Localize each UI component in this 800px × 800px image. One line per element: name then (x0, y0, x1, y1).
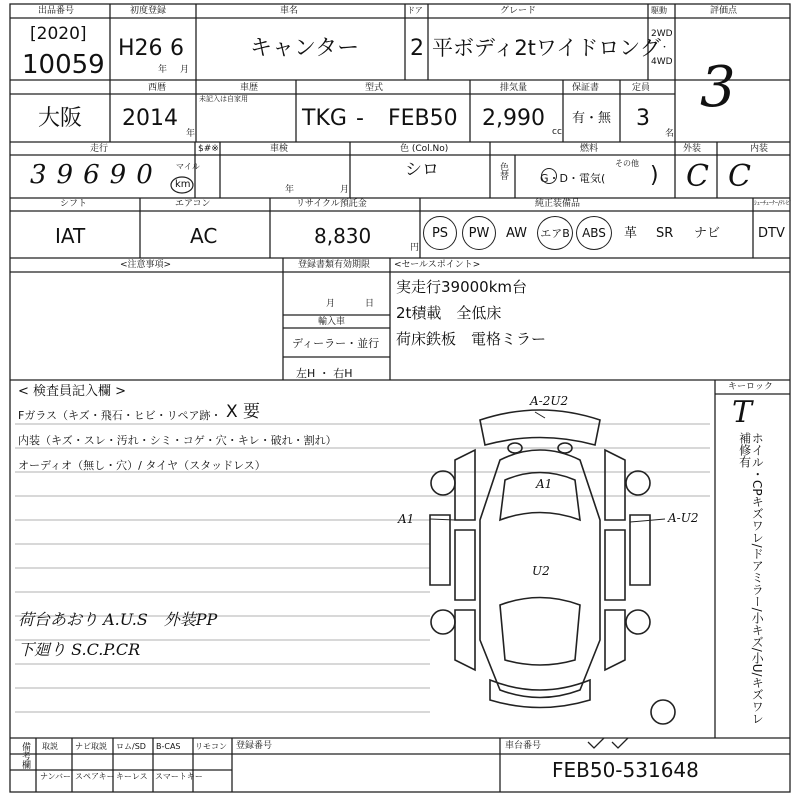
equip-navi: ナビ (694, 226, 721, 241)
mileage-digits (30, 160, 153, 190)
glass-mark: X 要 (226, 402, 261, 422)
lot-no-header: 出品番号 (38, 6, 75, 16)
interior-grade: C (728, 159, 751, 194)
diagram-mark-left: A1 (398, 512, 415, 526)
exterior-header: 外装 (683, 144, 702, 154)
cc-unit: cc (552, 127, 562, 137)
vehicle-diagram (430, 410, 675, 724)
inspector-line-audio: オーディオ（無し・穴）/ タイヤ（スタッドレス） (18, 459, 266, 472)
chassis-no-header: 車台番号 (505, 741, 542, 751)
chassis-no: FEB50-531648 (552, 758, 699, 782)
option-keyless: キーレス (116, 772, 148, 781)
year-header: 西暦 (148, 83, 167, 93)
grade-header: グレード (500, 6, 537, 16)
displacement: 2,990 (482, 106, 545, 131)
equip-dtv: DTV (758, 226, 785, 241)
inspection-year: 年 (285, 185, 295, 195)
mileage-digit: 6 (83, 160, 100, 190)
color-value: シロ (405, 160, 439, 180)
capacity-header: 定員 (632, 83, 651, 93)
remarks-label: 備考欄 (20, 742, 30, 769)
aircon-header: エアコン (175, 199, 211, 209)
handwritten-note-2: 下廻り S.C.P.CR (18, 640, 141, 659)
notes-header: <注意事項> (120, 260, 172, 270)
option-rom-sd: ロム/SD (116, 742, 146, 751)
grade: 平ボディ2tワイドロング (432, 36, 661, 60)
first-reg-month: 6 (170, 36, 184, 61)
drive-4wd: 4WD (651, 57, 673, 67)
shift-header: シフト (60, 199, 88, 209)
option-spare-key: スペアキー (75, 772, 115, 781)
mile-unit: マイル (176, 162, 200, 171)
tuner-header: ｼｭｰﾁｭｰﾅｰ/ﾃﾚﾋﾞ (754, 200, 793, 207)
yen-unit: 円 (410, 243, 420, 253)
km-unit: km (175, 179, 191, 190)
car-name-header: 車名 (280, 6, 299, 16)
handwritten-note-1: 荷台あおり A.U.S 外装PP (18, 610, 218, 629)
equipment-header: 純正装備品 (535, 199, 581, 209)
mileage-digit: 3 (30, 160, 47, 190)
sales-point-3: 荷床鉄板 電格ミラー (396, 330, 547, 348)
color-header: 色 (Col.No) (400, 144, 449, 154)
car-name: キャンター (250, 36, 360, 61)
lot-number: 10059 (22, 50, 105, 80)
first-reg-header: 初度登録 (130, 6, 167, 16)
model-prefix: TKG (302, 106, 347, 131)
shift: IAT (55, 224, 86, 248)
sales-point-1: 実走行39000km台 (396, 278, 528, 296)
equip-airbag: エアB (537, 216, 573, 250)
year: 2014 (122, 106, 178, 131)
model-code: FEB50 (388, 106, 458, 131)
diagram-mark-top: A-2U2 (530, 394, 569, 408)
mileage-flag-header: $#※ (198, 144, 219, 154)
equip-aw: AW (506, 226, 528, 241)
displacement-header: 排気量 (500, 83, 528, 93)
option-manual: 取説 (42, 742, 58, 751)
lot-year: [2020] (30, 24, 87, 44)
diagram-mark-right: A-U2 (668, 511, 699, 525)
inspector-line-glass: Fガラス（キズ・飛石・ヒビ・リペア跡・ (18, 409, 222, 422)
reg-month: 月 (326, 299, 336, 309)
sales-point-2: 2t積載 全低床 (396, 304, 502, 322)
doors-header: ドア (407, 6, 423, 15)
key-lock-header: キーロック (728, 382, 773, 392)
exterior-grade: C (686, 159, 709, 194)
sales-points-header: <セールスポイント> (394, 260, 481, 270)
equip-ps: PS (423, 216, 457, 250)
reg-day: 日 (365, 299, 375, 309)
month-unit: 月 (180, 65, 190, 75)
drive-dot: ・ (660, 43, 670, 53)
key-lock-mark: T (732, 395, 753, 430)
first-reg-era: H26 (118, 36, 163, 61)
option-smart-key: スマートキー (155, 772, 203, 781)
persons-unit: 名 (665, 129, 675, 139)
score-value: 3 (700, 55, 736, 120)
fuel-selected-circle (541, 168, 557, 184)
warranty-header: 保証書 (572, 83, 600, 93)
mileage-header: 走行 (90, 144, 109, 154)
equip-sr: SR (656, 226, 674, 241)
color-changed-label: 色替 (498, 162, 508, 180)
import-label: 輸入車 (318, 317, 346, 327)
reg-expiry-header: 登録書類有効期限 (298, 260, 371, 270)
warranty: 有・無 (572, 111, 612, 126)
history-header: 車歴 (240, 83, 259, 93)
option-number: ナンバー (40, 772, 72, 781)
option-bcas: B-CAS (156, 742, 181, 751)
model-dash: - (356, 106, 364, 131)
year-unit: 年 (158, 65, 168, 75)
inspection-header: 車検 (270, 144, 289, 154)
interior-header: 内装 (750, 144, 769, 154)
recycle: 8,830 (314, 224, 372, 248)
side-note: ホイル・CPキズワレ/ドアミラー/小キズ/小U/キズワレ補修有 (737, 432, 765, 725)
capacity: 3 (636, 106, 650, 131)
mileage-digit: 0 (136, 160, 153, 190)
fuel-other: その他 (615, 159, 639, 168)
equip-pw: PW (462, 216, 496, 250)
aircon: AC (190, 224, 218, 248)
import-dealer: ディーラー・並行 (292, 337, 380, 350)
year-unit-2: 年 (186, 129, 196, 139)
equip-abs: ABS (576, 216, 612, 250)
diagram-mark-center: U2 (532, 564, 550, 578)
doors: 2 (410, 36, 424, 61)
mileage-digit: 9 (56, 160, 74, 190)
inspector-line-interior: 内装（キズ・スレ・汚れ・シミ・コゲ・穴・キレ・破れ・割れ） (18, 434, 337, 447)
import-steer: 左H ・ 右H (296, 367, 353, 380)
fuel-options: G・D・電気( (540, 172, 606, 185)
model-header: 型式 (365, 83, 384, 93)
diagram-mark-roof: A1 (536, 477, 553, 491)
equip-leather: 革 (624, 226, 638, 241)
score-header: 評価点 (710, 6, 738, 16)
reg-no-header: 登録番号 (236, 741, 273, 751)
option-remote: リモコン (195, 742, 227, 751)
inspection-month: 月 (340, 185, 350, 195)
fuel-header: 燃料 (580, 144, 599, 154)
inspector-header: < 検査員記入欄 > (18, 384, 127, 399)
recycle-header: リサイクル預託金 (296, 199, 367, 209)
drive-header: 駆動 (651, 6, 667, 15)
history-note: 未記入は自家用 (199, 95, 248, 103)
region: 大阪 (38, 106, 83, 131)
drive-2wd: 2WD (651, 29, 673, 39)
mileage-digit: 9 (109, 160, 127, 190)
option-navi-manual: ナビ取説 (75, 742, 107, 751)
fuel-close: ) (650, 163, 659, 188)
